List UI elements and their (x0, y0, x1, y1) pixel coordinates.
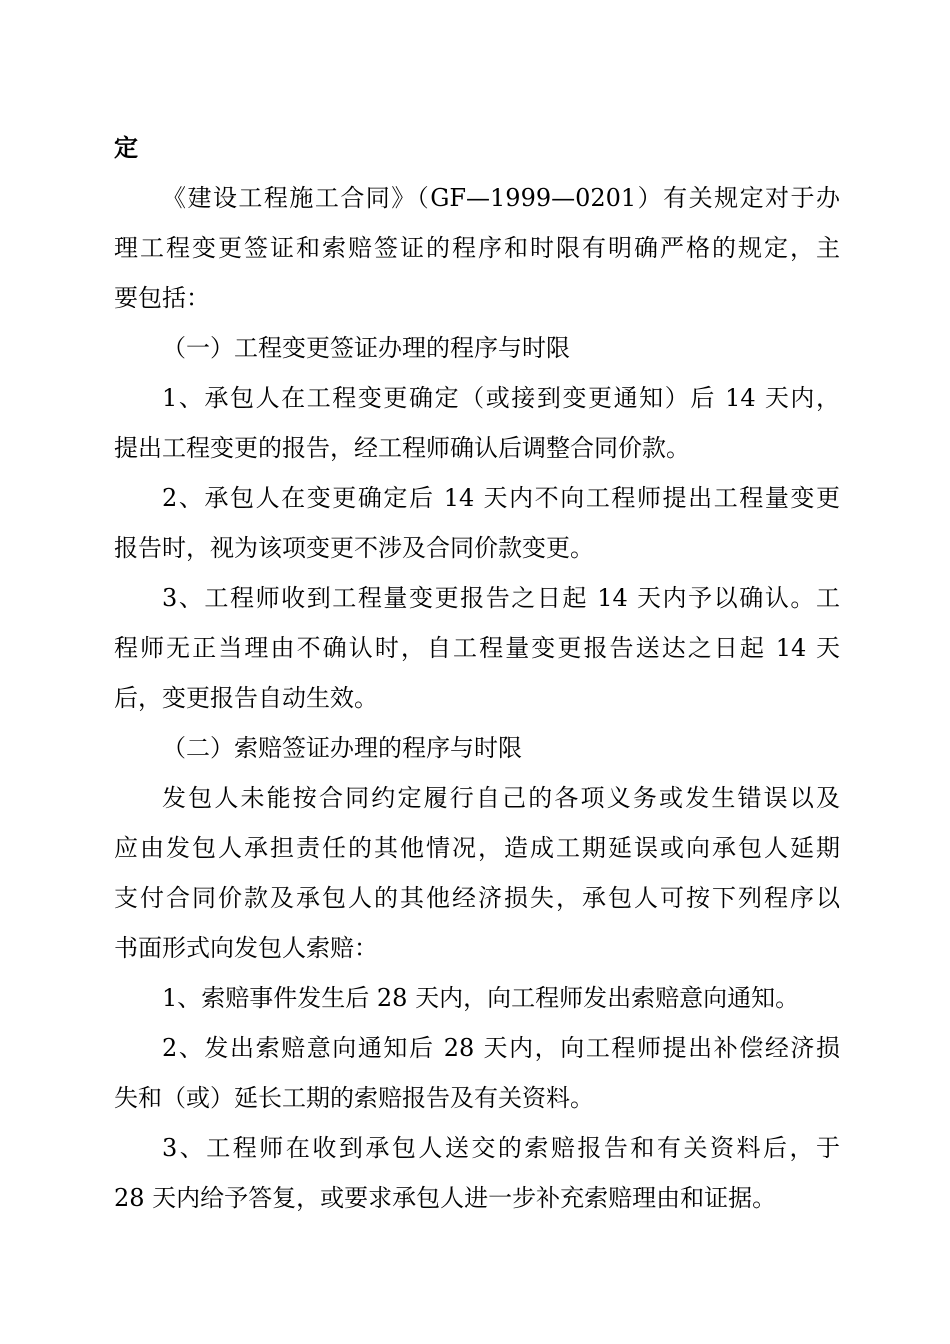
section-heading: （二）索赔签证办理的程序与时限 (162, 734, 522, 762)
paragraph-line: 3、工程师收到工程量变更报告之日起 14 天内予以确认。工 (162, 584, 840, 612)
paragraph-line: 书面形式向发包人索赔： (114, 934, 378, 962)
paragraph-line: 支付合同价款及承包人的其他经济损失，承包人可按下列程序以 (114, 884, 840, 912)
paragraph-line: 1、索赔事件发生后 28 天内，向工程师发出索赔意向通知。 (162, 984, 800, 1012)
paragraph-line: 程师无正当理由不确认时，自工程量变更报告送达之日起 14 天 (114, 634, 840, 662)
paragraph-line: 应由发包人承担责任的其他情况，造成工期延误或向承包人延期 (114, 834, 840, 862)
paragraph-line: 要包括： (114, 284, 210, 312)
paragraph-line: 《建设工程施工合同》（GF—1999—0201）有关规定对于办 (162, 184, 840, 212)
paragraph-line: 提出工程变更的报告，经工程师确认后调整合同价款。 (114, 434, 690, 462)
paragraph-line: 理工程变更签证和索赔签证的程序和时限有明确严格的规定，主 (114, 234, 840, 262)
paragraph-line: 28 天内给予答复，或要求承包人进一步补充索赔理由和证据。 (114, 1184, 777, 1212)
paragraph-line: 发包人未能按合同约定履行自己的各项义务或发生错误以及 (162, 784, 840, 812)
paragraph-line: 2、承包人在变更确定后 14 天内不向工程师提出工程量变更 (162, 484, 840, 512)
paragraph-line: 失和（或）延长工期的索赔报告及有关资料。 (114, 1084, 594, 1112)
paragraph-line: 1、承包人在工程变更确定（或接到变更通知）后 14 天内， (162, 384, 840, 412)
paragraph-line: 2、发出索赔意向通知后 28 天内，向工程师提出补偿经济损 (162, 1034, 840, 1062)
paragraph-line: 后，变更报告自动生效。 (114, 684, 378, 712)
section-heading: （一）工程变更签证办理的程序与时限 (162, 334, 570, 362)
paragraph-line: 报告时，视为该项变更不涉及合同价款变更。 (114, 534, 594, 562)
paragraph-line: 3、工程师在收到承包人送交的索赔报告和有关资料后，于 (162, 1134, 840, 1162)
heading-fragment: 定 (114, 134, 138, 162)
